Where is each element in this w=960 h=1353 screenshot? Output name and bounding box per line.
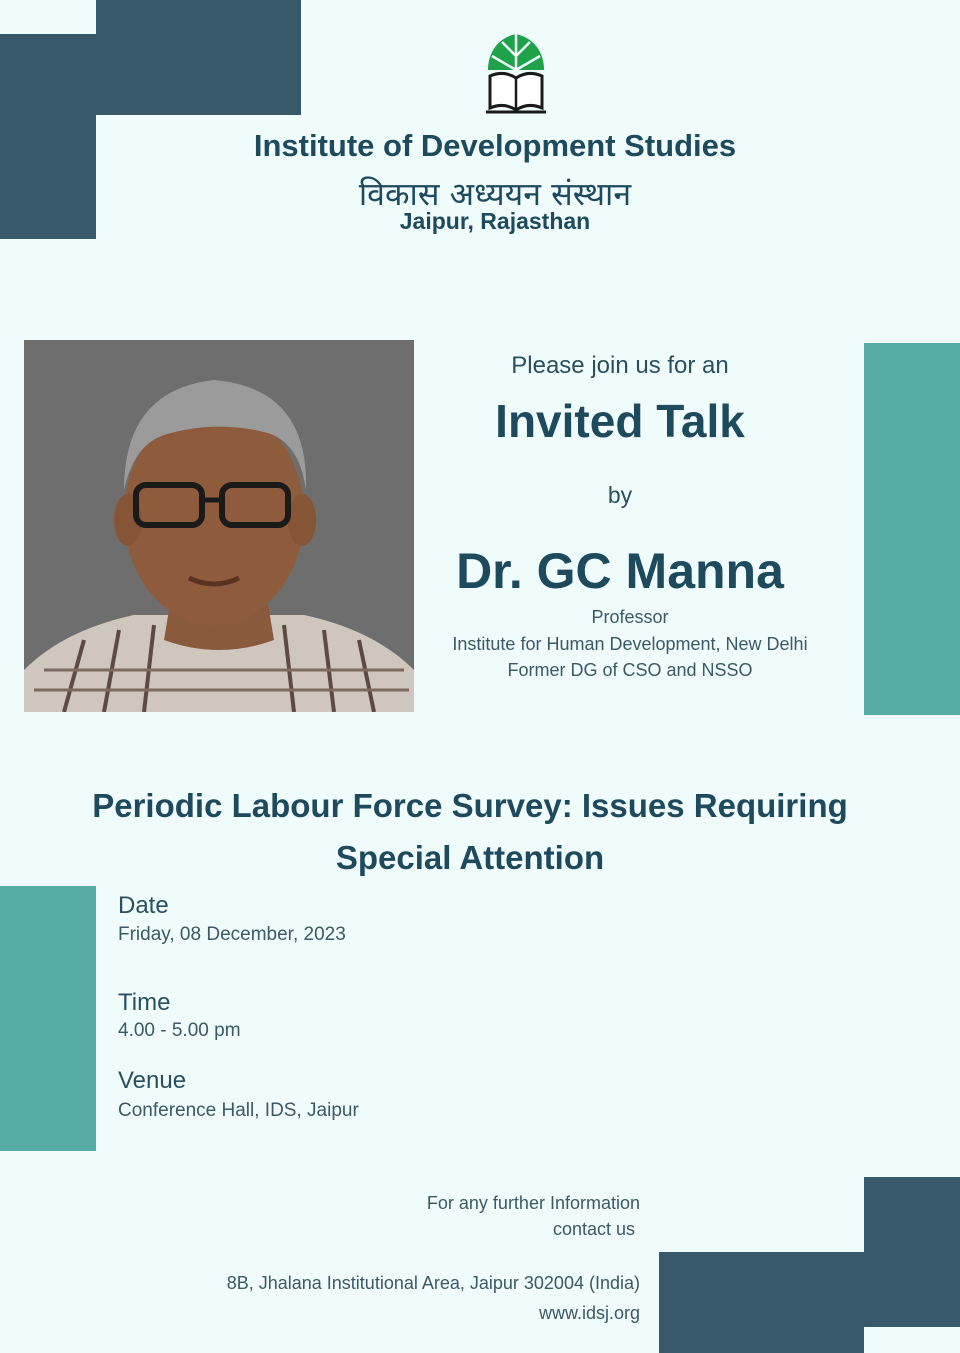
by-label: by [607, 482, 633, 508]
org-name-hindi: विकास अध्ययन संस्थान [358, 175, 632, 213]
footer-address: 8B, Jhalana Institutional Area, Jaipur 302004 (India) [226, 1273, 640, 1293]
right-teal-bar [864, 343, 960, 715]
time-label: Time [118, 989, 171, 1016]
speaker-former-position: Former DG of CSO and NSSO [507, 660, 753, 680]
speaker-affiliation: Institute for Human Development, New Delhi [452, 634, 808, 654]
invite-intro: Please join us for an [511, 352, 729, 379]
ids-logo-icon [484, 30, 548, 118]
venue-label: Venue [118, 1067, 187, 1094]
date-value: Friday, 08 December, 2023 [118, 924, 346, 945]
speaker-portrait-icon [24, 340, 414, 712]
talk-title: Periodic Labour Force Survey: Issues Requiring Special Attention [92, 787, 848, 876]
speaker-role: Professor [591, 607, 669, 627]
left-teal-bar [0, 886, 96, 1151]
bottom-right-block-upper [864, 1177, 960, 1327]
org-name-english: Institute of Development Studies [253, 128, 737, 163]
footer-info-line2: contact us [552, 1219, 635, 1239]
time-value: 4.00 - 5.00 pm [118, 1020, 241, 1041]
footer-info-line1: For any further Information [426, 1193, 640, 1213]
footer-website[interactable]: www.idsj.org [538, 1303, 640, 1323]
org-location: Jaipur, Rajasthan [399, 208, 591, 234]
event-type-heading: Invited Talk [495, 395, 745, 447]
speaker-name: Dr. GC Manna [456, 543, 784, 599]
bottom-right-block-lower [659, 1252, 864, 1353]
speaker-photo [24, 340, 414, 712]
venue-value: Conference Hall, IDS, Jaipur [118, 1100, 359, 1121]
date-label: Date [118, 892, 169, 919]
top-left-block-upper [96, 0, 301, 115]
